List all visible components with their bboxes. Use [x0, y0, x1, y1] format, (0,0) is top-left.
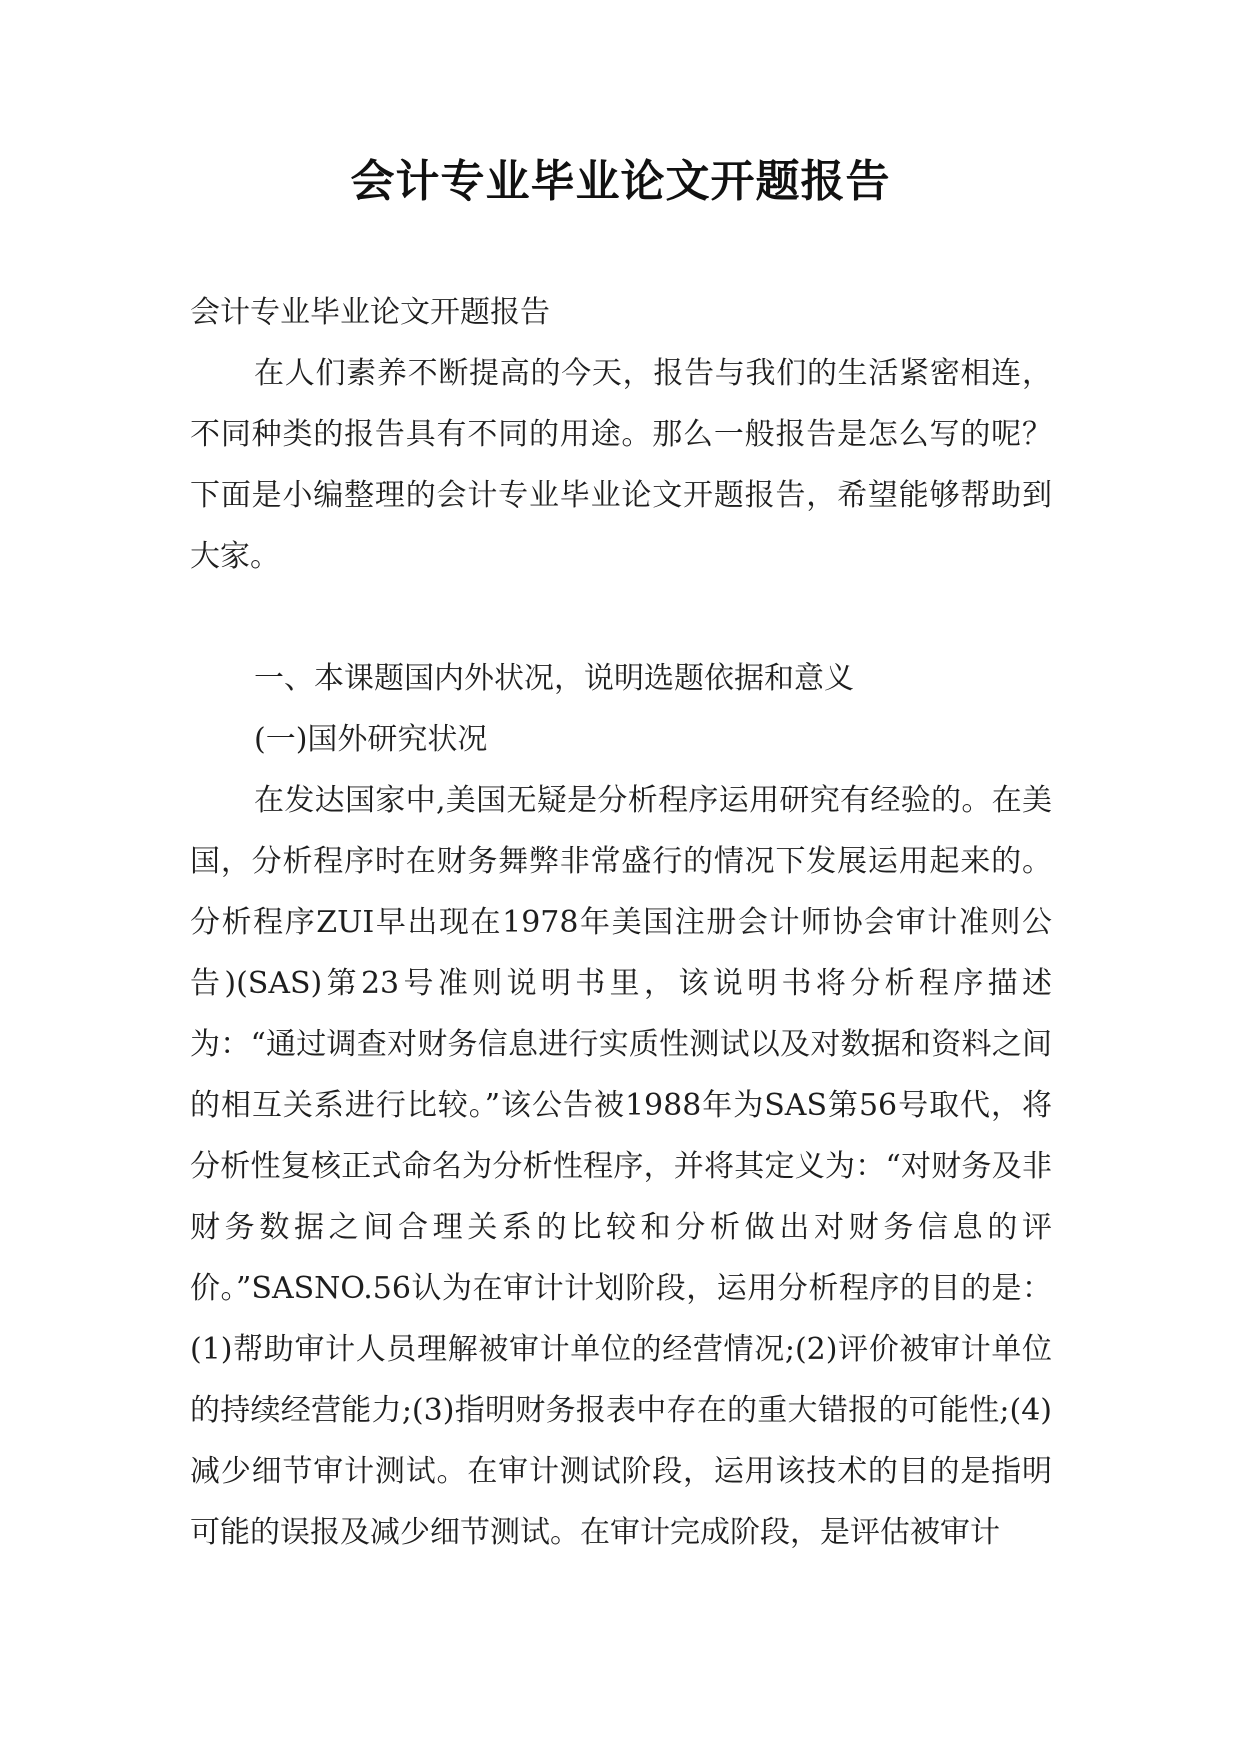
paragraph-spacer	[190, 587, 1052, 648]
document-body	[190, 282, 1052, 1563]
subsection-heading: (一)国外研究状况	[254, 722, 488, 757]
document-title: 会计专业毕业论文开题报告	[350, 156, 891, 207]
intro-paragraph: 在人们素养不断提高的今天，报告与我们的生活紧密相连，不同种类的报告具有不同的用途。那么一般报告是怎么写的呢？下面是小编整理的会计专业毕业论文开题报告，希望能够帮助到大家。	[190, 356, 1052, 574]
section-heading: 一、本课题国内外状况，说明选题依据和意义	[254, 661, 854, 696]
document-subtitle: 会计专业毕业论文开题报告	[190, 295, 550, 330]
body-paragraph: 在发达国家中,美国无疑是分析程序运用研究有经验的。在美国，分析程序时在财务舞弊非常盛行的情况下发展运用起来的。分析程序ZUI早出现在1978年美国注册会计师协会审计准则公告)(SAS)第23号准则说明书里，该说明书将分析程序描述为：“通过调查对财务信息进行实质性测试以及对数据和资料之间的相互关系进行比较。”该公告被1988年为SAS第56号取代，将分析性复核正式命名为分析性程序，并将其定义为：“对财务及非财务数据之间合理关系的比较和分析做出对财务信息的评价。”SASNO.56认为在审计计划阶段，运用分析程序的目的是：(1)帮助审计人员理解被审计单位的经营情况;(2)评价被审计单位的持续经营能力;(3)指明财务报表中存在的重大错报的可能性;(4)减少细节审计测试。在审计测试阶段，运用该技术的目的是指明可能的误报及减少细节测试。在审计完成阶段，是评估被审计	[190, 783, 1052, 1550]
